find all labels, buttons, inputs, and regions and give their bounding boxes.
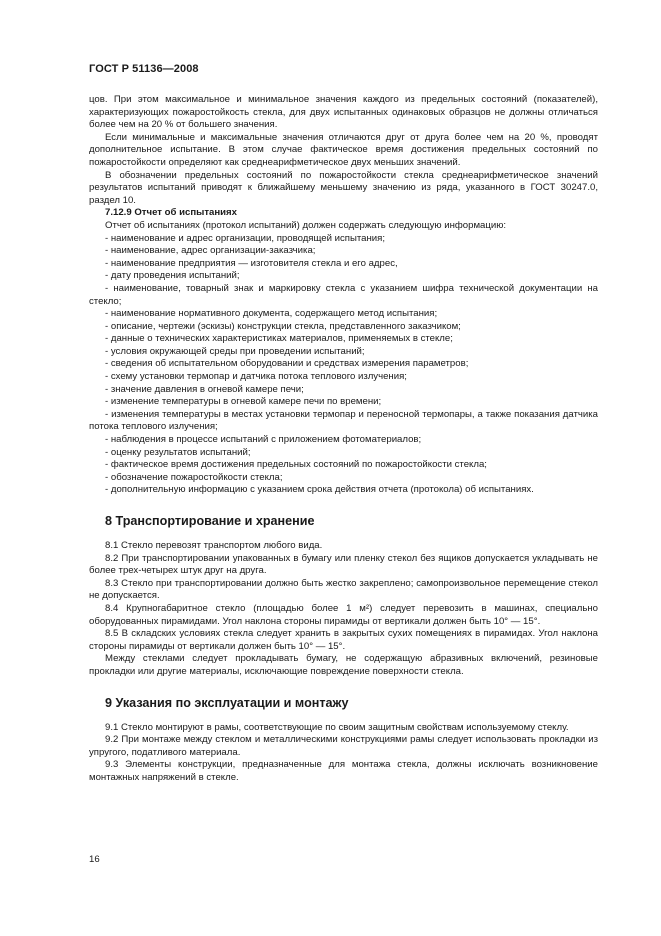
section-heading-8: 8 Транспортирование и хранение — [105, 514, 315, 528]
paragraph: Если минимальные и максимальные значения отличаются друг от друга более чем на 20 %, проводят дополнительное испытание. В этом случае фактическое время достижения предельных состояний по пожаростойкости определяют как среднеарифметическое двух меньших значений. — [89, 131, 598, 168]
list-item: - фактическое время достижения предельных состояний по пожаростойкости стекла; — [105, 459, 487, 471]
document-header: ГОСТ Р 51136—2008 — [89, 63, 199, 75]
paragraph: 8.4 Крупногабаритное стекло (площадью более 1 м²) следует перевозить в машинах, специально оборудованных пирамидами. Угол наклона стороны пирамиды от вертикали должен быть 10° — 15°. — [89, 602, 598, 627]
section-heading-9: 9 Указания по эксплуатации и монтажу — [105, 695, 349, 710]
paragraph: 9.2 При монтаже между стеклом и металлическими конструкциями рамы следует использовать прокладки из упругого, податливого материала. — [89, 734, 598, 758]
page-content — [89, 94, 598, 785]
paragraph: Отчет об испытаниях (протокол испытаний) должен содержать следующую информацию: — [105, 219, 507, 231]
list-item: - наблюдения в процессе испытаний с приложением фотоматериалов; — [105, 434, 422, 446]
list-item: - дату проведения испытаний; — [105, 270, 240, 282]
list-item: - условия окружающей среды при проведении испытаний; — [105, 345, 365, 357]
paragraph: цов. При этом максимальное и минимальное значения каждого из предельных состояний (показателей), характеризующих пожаростойкость стекла, для двух испытанных одинаковых образцов не должны отличаться более чем на 20 % от большего значения. — [89, 94, 598, 131]
paragraph: 9.1 Стекло монтируют в рамы, соответствующие по своим защитным свойствам используемому стеклу. — [105, 721, 569, 733]
paragraph: Между стеклами следует прокладывать бумагу, не содержащую абразивных включений, резиновые прокладки или другие материалы, исключающие повреждение поверхности стекла. — [89, 653, 598, 677]
list-item: - значение давления в огневой камере печи; — [105, 383, 304, 395]
list-item: - оценку результатов испытаний; — [105, 446, 251, 458]
list-item: - наименование предприятия — изготовителя стекла и его адрес, — [105, 257, 398, 269]
list-item: - наименование и адрес организации, проводящей испытания; — [105, 232, 386, 244]
list-item: - данные о технических характеристиках материалов, применяемых в стекле; — [105, 333, 453, 345]
list-item: - дополнительную информацию с указанием срока действия отчета (протокола) об испытаниях. — [105, 484, 534, 496]
list-item: - сведения об испытательном оборудовании и средствах измерения параметров; — [105, 358, 469, 370]
paragraph: 8.3 Стекло при транспортировании должно быть жестко закреплено; самопроизвольное перемещение стекол не допускается. — [89, 577, 598, 602]
paragraph: 9.3 Элементы конструкции, предназначенные для монтажа стекла, должны исключать возникновение монтажных напряжений в стекле. — [89, 759, 598, 783]
list-item: - схему установки термопар и датчика потока теплового излучения; — [105, 371, 407, 383]
subsection-heading: 7.12.9 Отчет об испытаниях — [105, 207, 237, 219]
list-item: - наименование, адрес организации-заказчика; — [105, 245, 316, 257]
paragraph: 8.5 В складских условиях стекла следует хранить в закрытых сухих помещениях в пирамидах. Угол наклона стороны пирамиды от вертикали должен быть 10° — 15°. — [89, 628, 598, 652]
list-item: - изменение температуры в огневой камере печи по времени; — [105, 396, 382, 408]
list-item: - описание, чертежи (эскизы) конструкции стекла, представленного заказчиком; — [105, 320, 461, 332]
paragraph: 8.2 При транспортировании упакованных в бумагу или пленку стекол без ящиков допускается укладывать не более трех-четырех штук друг на друга. — [89, 552, 598, 577]
list-item: - наименование, товарный знак и маркировку стекла с указанием шифра технической документации на стекло; — [89, 282, 598, 307]
page-number: 16 — [89, 854, 100, 865]
list-item: - наименование нормативного документа, содержащего метод испытания; — [105, 308, 438, 320]
list-item: - изменения температуры в местах установки термопар и переносной термопары, а также показания датчика потока теплового излучения; — [89, 408, 598, 433]
paragraph: 8.1 Стекло перевозят транспортом любого вида. — [105, 540, 323, 551]
list-item: - обозначение пожаростойкости стекла; — [105, 471, 283, 483]
paragraph: В обозначении предельных состояний по пожаростойкости стекла среднеарифметическое значений результатов испытаний приводят к ближайшему меньшему значению из ряда, указанного в ГОСТ 30247.0, раздел 10. — [89, 169, 598, 206]
